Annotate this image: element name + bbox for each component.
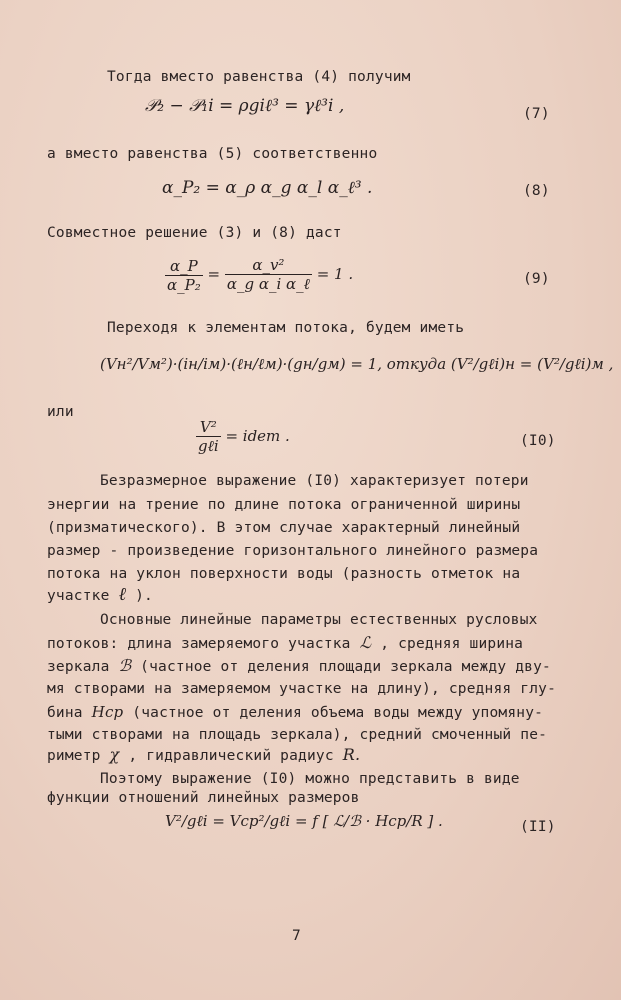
text-line: Переходя к элементам потока, будем иметь [107,320,465,336]
text-span: участке [47,588,110,604]
text-span: ). [135,588,153,604]
text-line: мя створами на замеряемом участке на длину), средняя глу- [47,681,556,697]
symbol-B: ℬ [118,656,132,675]
text-span: (частное от деления объема воды между упомяну- [132,705,544,721]
text-line: Совместное решение (3) и (8) даст [47,225,342,241]
text-line: Поэтому выражение (I0) можно представить в виде [100,771,520,787]
symbol-H: Hср [91,703,124,721]
eq9-lhs-den: α_P₂ [167,275,201,294]
text-line: Безразмерное выражение (I0) характеризует потери [100,473,529,489]
text-line: или [47,404,74,420]
text-line [47,744,360,767]
equation-11: V²/gℓi = Vср²/gℓi = f [ ℒ/ℬ · Hср/R ] . [165,812,443,830]
eq10-num: V² [196,418,221,437]
text-line: Тогда вместо равенства (4) получим [107,69,411,85]
equation-number: (7) [523,106,550,122]
equation-8: α_P₂ = α_ρ α_g α_l α_ℓ³ . [162,178,373,198]
text-span: , средняя ширина [380,636,524,652]
equation-number: (9) [523,271,550,287]
text-span: бина [47,705,83,721]
page-number: 7 [292,928,301,944]
text-line: (призматического). В этом случае характерный линейный [47,520,521,536]
equation-number: (I0) [520,433,556,449]
text-line: энергии на трение по длине потока ограниченной ширины [47,497,521,513]
text-line: тыми створами на площадь зеркала), средний смоченный пе- [47,727,548,743]
text-span: (частное от деления площади зеркала между дву- [140,659,551,675]
equation-9: $\frac{\alpha\_P}{\text{α\_P₂}}$ = $\frac{\text{α\_v²}}{\text{α\_g α\_i α\_ℓ}}$ = 1 . [167,256,354,294]
equation-7: 𝒫₂ − 𝒫₁i = ρgiℓ³ = γℓ³i , [145,96,345,116]
equation-flow: (Vн²/Vм²)·(iн/iм)·(ℓн/ℓм)·(gн/gм) = 1, откуда (V²/gℓi)н = (V²/gℓi)м , [100,355,614,373]
symbol-L: ℒ [359,633,372,652]
text-span: риметр [47,748,101,764]
text-span: потоков: длина замеряемого участка [47,636,351,652]
eq9-rhs-num: α_v² [225,256,312,275]
text-line [47,655,551,678]
text-line: функции отношений линейных размеров [47,790,360,806]
symbol-chi: χ [109,745,120,764]
text-line: а вместо равенства (5) соответственно [47,146,378,162]
text-line: Основные линейные параметры естественных русловых [100,612,538,628]
symbol-R: R. [342,745,361,764]
eq9-rhs-den: α_g α_i α_ℓ [226,275,310,293]
equation-number: (8) [523,183,550,199]
text-line: потока на уклон поверхности воды (разность отметок на [47,566,521,582]
text-line: размер - произведение горизонтального линейного размера [47,543,539,559]
eq10-den: gℓi [198,437,219,455]
equation-number: (II) [520,819,556,835]
eq9-lhs-num: α_P [165,257,203,276]
text-line [47,584,153,607]
text-span: , гидравлический радиус [128,748,334,764]
eq9-tail: = 1 . [316,265,354,283]
symbol-ell: ℓ [118,584,127,605]
equation-10 [196,418,290,456]
text-line [47,701,543,724]
text-span: зеркала [47,659,110,675]
eq10-tail: = idem . [225,427,290,445]
text-line [47,632,523,655]
